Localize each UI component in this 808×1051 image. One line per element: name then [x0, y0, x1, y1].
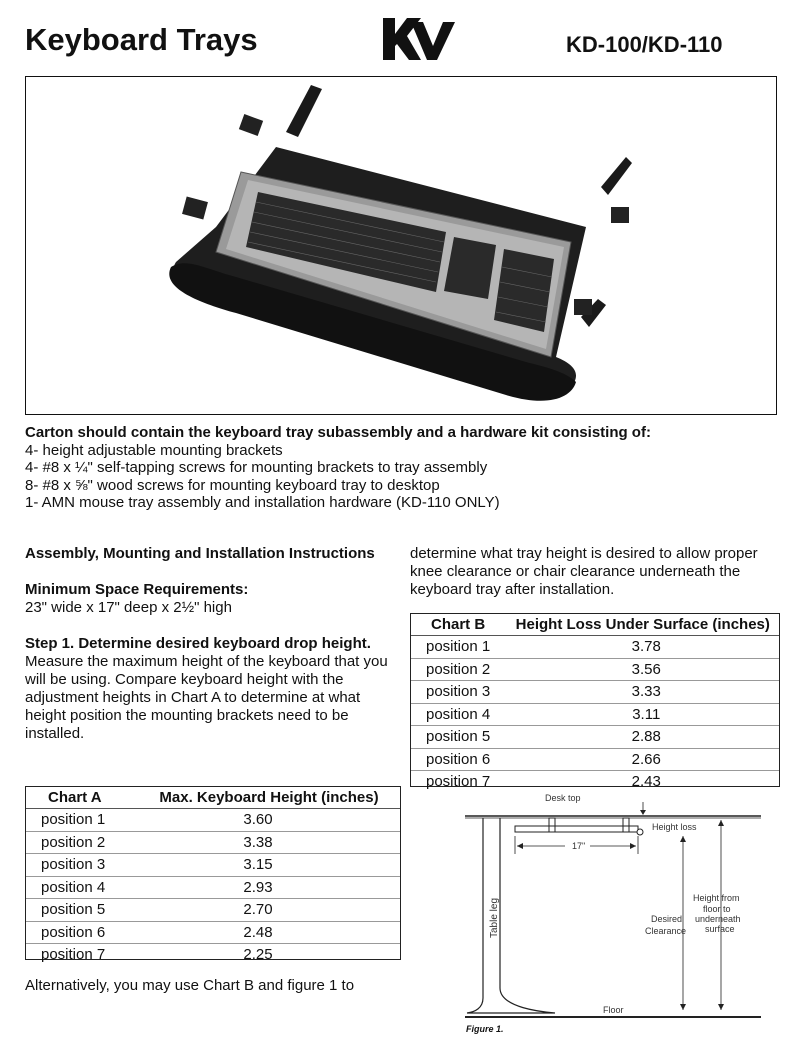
- row-value: 2.70: [243, 901, 273, 919]
- contents-heading: Carton should contain the keyboard tray subassembly and a hardware kit consisting of:: [25, 424, 651, 441]
- table-row: [411, 681, 779, 704]
- underneath-label: underneath: [695, 914, 741, 924]
- row-value: 2.93: [243, 878, 273, 896]
- row-position: position 7: [41, 946, 106, 964]
- dimension-label: 17": [572, 841, 586, 851]
- row-value: 2.43: [631, 773, 661, 791]
- desk-top-label: Desk top: [545, 793, 581, 803]
- row-value: 3.15: [243, 856, 273, 874]
- step1-text: Measure the maximum height of the keyboard that you will be using. Compare keyboard height with the adjustment heights in Chart A to determine at what height position the mounting brackets need to be installed.: [25, 653, 388, 742]
- row-value: 2.66: [631, 750, 661, 768]
- product-photo: [25, 76, 777, 415]
- chart-a-column: Max. Keyboard Height (inches): [159, 789, 379, 806]
- row-position: position 6: [426, 750, 491, 768]
- row-value: 3.11: [632, 705, 661, 723]
- row-value: 2.48: [243, 923, 273, 941]
- row-position: position 2: [426, 660, 491, 678]
- figure-1-diagram: [455, 788, 765, 1023]
- table-row: [26, 899, 400, 922]
- list-item: 1- AMN mouse tray assembly and installation hardware (KD-110 ONLY): [25, 494, 500, 511]
- chart-b-table: [410, 613, 780, 791]
- alternative-text: Alternatively, you may use Chart B and figure 1 to: [25, 977, 355, 994]
- figure-caption: Figure 1.: [466, 1024, 504, 1034]
- table-leg-label: Table leg: [489, 897, 500, 938]
- chart-b-column: Height Loss Under Surface (inches): [515, 616, 770, 633]
- table-row: [411, 749, 779, 772]
- table-row: [26, 809, 400, 832]
- table-row: [411, 726, 779, 749]
- floor-label: Floor: [603, 1005, 624, 1015]
- keyboard-tray-illustration: [26, 77, 777, 415]
- row-position: position 5: [41, 901, 106, 919]
- page-title: Keyboard Trays: [25, 22, 258, 57]
- chart-a-table: [25, 786, 401, 964]
- height-from-label: Height from: [693, 893, 740, 903]
- table-row: [411, 704, 779, 727]
- row-position: position 6: [41, 923, 106, 941]
- table-row: [26, 832, 400, 855]
- kv-logo: [381, 16, 457, 62]
- row-position: position 3: [41, 856, 106, 874]
- table-row: [411, 659, 779, 682]
- chart-b-label: Chart B: [431, 616, 486, 633]
- row-position: position 5: [426, 728, 491, 746]
- table-row: [26, 922, 400, 945]
- table-row: [411, 636, 779, 659]
- table-row: [26, 944, 400, 966]
- clearance-label: Clearance: [645, 926, 687, 936]
- section-title: Assembly, Mounting and Installation Instructions: [25, 545, 375, 562]
- row-value: 3.78: [631, 638, 661, 656]
- model-number: KD-100/KD-110: [566, 32, 723, 57]
- height-loss-label: Height loss: [652, 822, 697, 832]
- chart-b-header: [411, 614, 779, 636]
- row-value: 3.38: [243, 833, 273, 851]
- row-value: 2.88: [631, 728, 661, 746]
- row-value: 2.25: [243, 946, 273, 964]
- table-row: [26, 854, 400, 877]
- row-position: position 1: [41, 811, 106, 829]
- space-requirements-text: 23" wide x 17" deep x 2½" high: [25, 599, 232, 616]
- surface-label: surface: [705, 924, 735, 934]
- row-position: position 3: [426, 683, 491, 701]
- desired-label: Desired: [651, 914, 683, 924]
- space-requirements-title: Minimum Space Requirements:: [25, 581, 249, 598]
- carton-contents: [25, 424, 785, 512]
- row-value: 3.56: [631, 660, 661, 678]
- row-value: 3.60: [243, 811, 273, 829]
- chart-a-header: [26, 787, 400, 809]
- row-value: 3.33: [631, 683, 661, 701]
- chart-b-intro: determine what tray height is desired to allow proper knee clearance or chair clearance underneath the keyboard tray after installation.: [410, 545, 758, 598]
- floor-to-label: floor to: [703, 904, 731, 914]
- list-item: 8- #8 x ⅝" wood screws for mounting keyboard tray to desktop: [25, 476, 440, 494]
- step1-title: Step 1. Determine desired keyboard drop height.: [25, 635, 371, 652]
- list-item: 4- height adjustable mounting brackets: [25, 441, 283, 459]
- row-position: position 4: [426, 705, 491, 723]
- instructions-column: [25, 545, 397, 743]
- row-position: position 2: [41, 833, 106, 851]
- row-position: position 1: [426, 638, 491, 656]
- row-position: position 7: [426, 773, 491, 791]
- row-position: position 4: [41, 878, 106, 896]
- list-item: 4- #8 x ¼" self-tapping screws for mounting brackets to tray assembly: [25, 459, 488, 476]
- chart-a-label: Chart A: [48, 789, 102, 806]
- table-row: [26, 877, 400, 900]
